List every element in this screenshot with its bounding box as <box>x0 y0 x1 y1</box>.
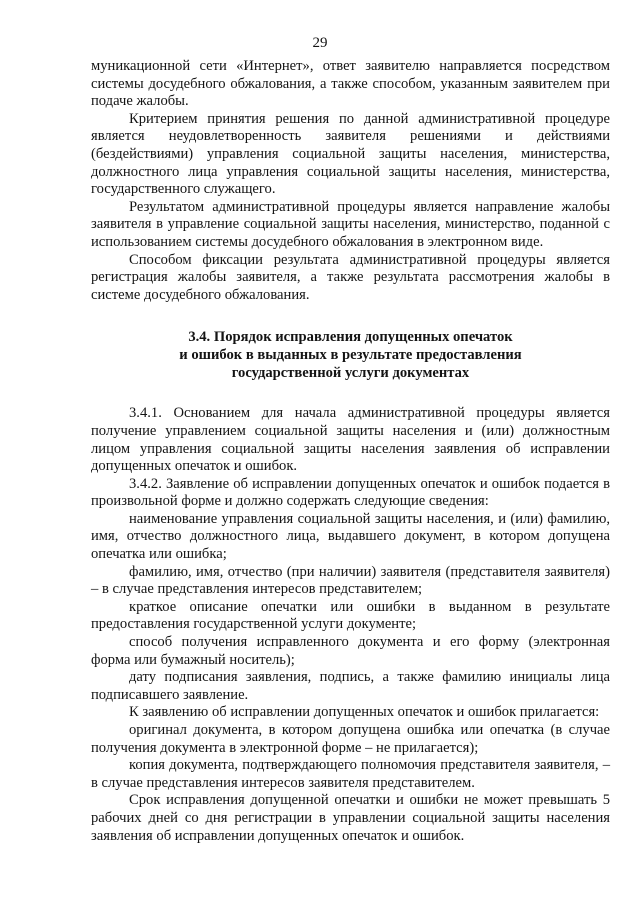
list-item: наименование управления социальной защиты населения, и (или) фамилию, имя, отчество должностного лица, выдавшего документ, в котором допущена опечатка или ошибка; <box>91 510 610 563</box>
paragraph: 3.4.1. Основанием для начала административной процедуры является получение управлением социальной защиты населения и (или) должностным лицом управления социальной защиты населения заявления об исправлении допущенных опечаток и ошибок. <box>91 405 610 475</box>
list-item: оригинал документа, в котором допущена ошибка или опечатка (в случае получения документа в электронной форме – не прилагается); <box>91 722 610 756</box>
list-item: дату подписания заявления, подпись, а также фамилию инициалы лица подписавшего заявление. <box>91 669 610 703</box>
paragraph: муникационной сети «Интернет», ответ заявителю направляется посредством системы досудебного обжалования, а также способом, указанным заявителем при подаче жалобы. <box>91 58 610 110</box>
section-heading <box>91 328 610 382</box>
list-item: способ получения исправленного документа и его форму (электронная форма или бумажный носитель); <box>91 634 610 668</box>
paragraph: Результатом административной процедуры является направление жалобы заявителя в управление социальной защиты населения, министерство, поданной с использованием системы досудебного обжалования в электронном виде. <box>91 198 610 250</box>
list-item: фамилию, имя, отчество (при наличии) заявителя (представителя заявителя) – в случае представления интересов представителем; <box>91 563 610 598</box>
list-item: копия документа, подтверждающего полномочия представителя заявителя, – в случае представления интересов заявителя представителем. <box>91 757 610 791</box>
list-item: краткое описание опечатки или ошибки в выданном в результате предоставления государственной услуги документе; <box>91 598 610 633</box>
page-number: 29 <box>312 35 328 51</box>
paragraph: Срок исправления допущенной опечатки и ошибки не может превышать 5 рабочих дней со дня регистрации в управлении социальной защиты населения заявления об исправлении допущенных опечаток и ошибок. <box>91 792 610 844</box>
section-heading-line: государственной услуги документах <box>231 365 470 382</box>
paragraph: Способом фиксации результата административной процедуры является регистрация жалобы заявителя, а также результата рассмотрения жалобы в системе досудебного обжалования. <box>91 251 610 303</box>
paragraph: 3.4.2. Заявление об исправлении допущенных опечаток и ошибок подается в произвольной форме и должно содержать следующие сведения: <box>91 475 610 510</box>
document-body <box>91 58 610 845</box>
section-heading-line: и ошибок в выданных в результате предоставления <box>179 347 522 364</box>
paragraph: Критерием принятия решения по данной административной процедуре является неудовлетворенность заявителя решениями и действиями (бездействиями) управления социальной защиты населения, министерства, должностного лица управления социальной защиты населения, министерства, государственного служащего. <box>91 110 610 198</box>
paragraph: К заявлению об исправлении допущенных опечаток и ошибок прилагается: <box>129 704 600 721</box>
section-heading-line: 3.4. Порядок исправления допущенных опечаток <box>188 329 513 346</box>
